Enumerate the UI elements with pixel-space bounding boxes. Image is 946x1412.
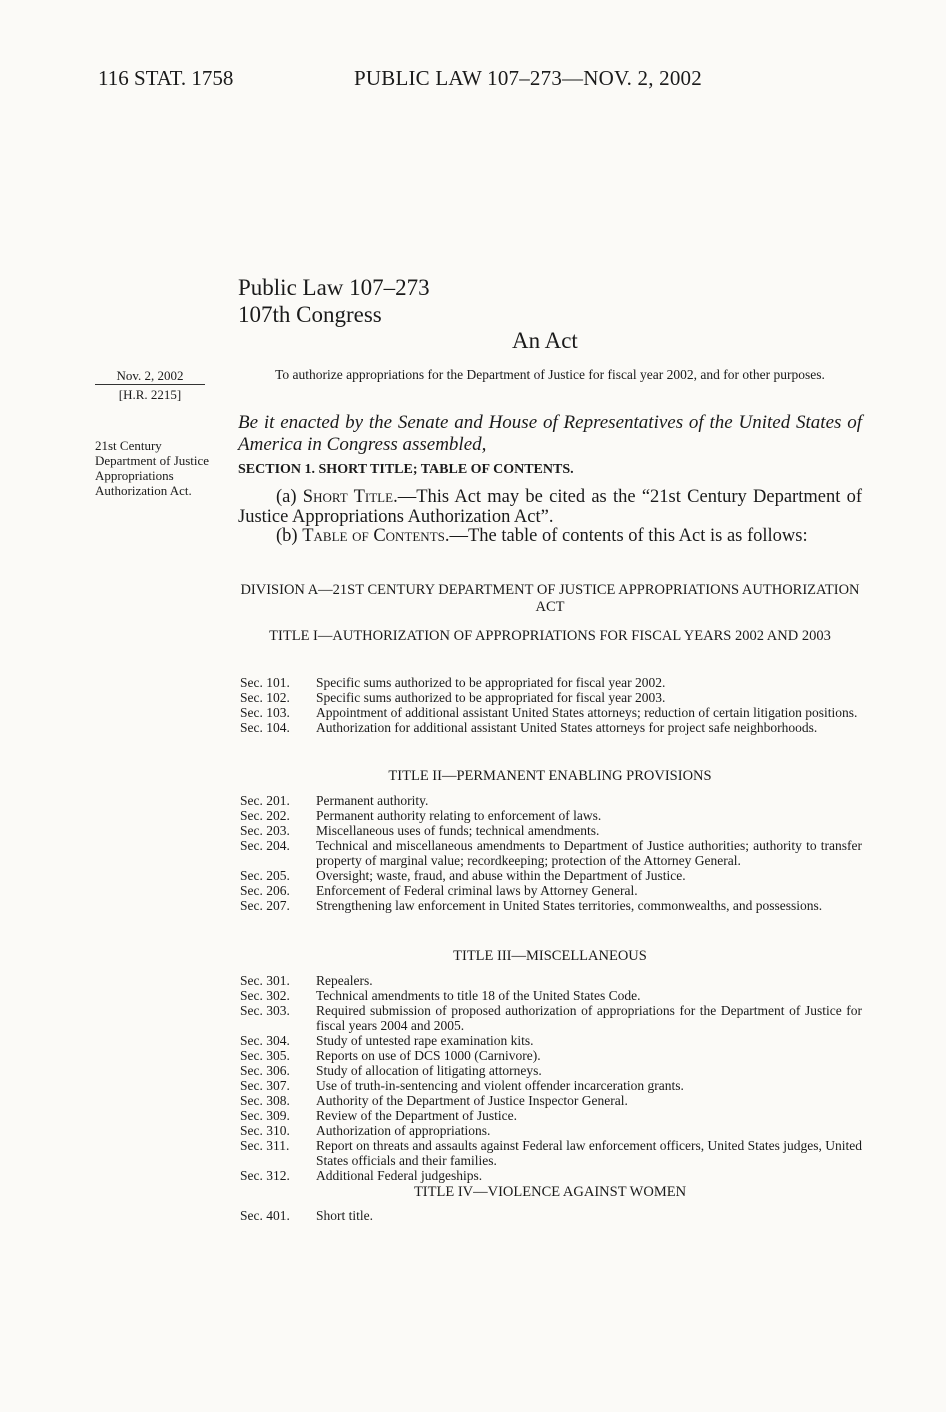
toc-section-title: Study of untested rape examination kits. bbox=[316, 1033, 534, 1048]
toc-title-3-list bbox=[240, 973, 862, 1183]
toc-section-number: Sec. 301. bbox=[240, 973, 290, 988]
subsection-a-label: (a) bbox=[276, 487, 303, 507]
toc-entry bbox=[240, 883, 862, 898]
toc-section-title: Miscellaneous uses of funds; technical amendments. bbox=[316, 823, 600, 838]
toc-section-title: Permanent authority relating to enforcement of laws. bbox=[316, 808, 602, 823]
toc-section-number: Sec. 303. bbox=[240, 1003, 290, 1018]
toc-entry bbox=[240, 1108, 862, 1123]
subsection-a bbox=[238, 487, 862, 527]
toc-title-4-list bbox=[240, 1208, 862, 1223]
toc-section-title: Specific sums authorized to be appropriated for fiscal year 2002. bbox=[316, 675, 666, 690]
toc-title-2-heading: TITLE II—PERMANENT ENABLING PROVISIONS bbox=[388, 768, 712, 784]
toc-entry bbox=[240, 1208, 862, 1223]
toc-entry bbox=[240, 1063, 862, 1078]
enacting-clause: Be it enacted by the Senate and House of Representatives of the United States of America in Congress assembled, bbox=[238, 412, 862, 455]
toc-entry bbox=[240, 675, 862, 690]
toc-entry bbox=[240, 898, 862, 913]
toc-section-title: Repealers. bbox=[316, 973, 373, 988]
toc-section-number: Sec. 101. bbox=[240, 675, 290, 690]
toc-entry bbox=[240, 793, 862, 808]
toc-entry bbox=[240, 838, 862, 868]
toc-section-number: Sec. 203. bbox=[240, 823, 290, 838]
toc-section-title: Authority of the Department of Justice Inspector General. bbox=[316, 1093, 628, 1108]
toc-section-title: Use of truth-in-sentencing and violent offender incarceration grants. bbox=[316, 1078, 684, 1093]
congress-number: 107th Congress bbox=[238, 302, 382, 327]
toc-section-number: Sec. 207. bbox=[240, 898, 290, 913]
public-law-number: Public Law 107–273 bbox=[238, 275, 430, 300]
toc-entry bbox=[240, 720, 862, 735]
toc-entry bbox=[240, 1078, 862, 1093]
law-title-block bbox=[238, 274, 430, 328]
section-heading: SECTION 1. SHORT TITLE; TABLE OF CONTENTS. bbox=[238, 462, 574, 477]
toc-entry bbox=[240, 973, 862, 988]
subsection-a-text: .—This Act may be cited as the “21st Century Department of Justice Appropriations Authorization Act”. bbox=[238, 487, 862, 527]
margin-date: Nov. 2, 2002 bbox=[95, 368, 205, 385]
toc-section-number: Sec. 310. bbox=[240, 1123, 290, 1138]
toc-section-number: Sec. 312. bbox=[240, 1168, 290, 1183]
toc-entry bbox=[240, 1093, 862, 1108]
toc-section-title: Required submission of proposed authorization of appropriations for the Department of Justice for fiscal years 2004 and 2005. bbox=[316, 1003, 862, 1033]
toc-section-number: Sec. 202. bbox=[240, 808, 290, 823]
toc-section-number: Sec. 306. bbox=[240, 1063, 290, 1078]
toc-section-number: Sec. 104. bbox=[240, 720, 290, 735]
toc-section-title: Authorization for additional assistant United States attorneys for project safe neighborhoods. bbox=[316, 720, 818, 735]
toc-title-1-list bbox=[240, 675, 862, 735]
toc-section-number: Sec. 201. bbox=[240, 793, 290, 808]
toc-section-title: Technical and miscellaneous amendments to Department of Justice authorities; authority to transfer property of marginal value; recordkeeping; protection of the Attorney General. bbox=[316, 838, 862, 868]
toc-section-number: Sec. 305. bbox=[240, 1048, 290, 1063]
toc-division-heading: DIVISION A—21ST CENTURY DEPARTMENT OF JUSTICE APPROPRIATIONS AUTHORIZATION ACT bbox=[240, 582, 860, 615]
toc-section-number: Sec. 309. bbox=[240, 1108, 290, 1123]
toc-entry bbox=[240, 988, 862, 1003]
toc-entry bbox=[240, 1138, 862, 1168]
toc-section-number: Sec. 311. bbox=[240, 1138, 290, 1153]
toc-entry bbox=[240, 1003, 862, 1033]
toc-section-title: Strengthening law enforcement in United States territories, commonwealths, and possessions. bbox=[316, 898, 823, 913]
toc-entry bbox=[240, 1123, 862, 1138]
law-date-header: PUBLIC LAW 107–273—NOV. 2, 2002 bbox=[354, 66, 702, 90]
subsection-b bbox=[238, 526, 862, 546]
toc-entry bbox=[240, 808, 862, 823]
toc-section-title: Additional Federal judgeships. bbox=[316, 1168, 483, 1183]
act-purpose: To authorize appropriations for the Department of Justice for fiscal year 2002, and for other purposes. bbox=[275, 367, 825, 382]
subsection-b-label: (b) bbox=[276, 526, 303, 546]
toc-entry bbox=[240, 705, 862, 720]
toc-section-title: Review of the Department of Justice. bbox=[316, 1108, 517, 1123]
toc-section-title: Technical amendments to title 18 of the United States Code. bbox=[316, 988, 641, 1003]
margin-short-title-note: 21st Century Department of Justice Appropriations Authorization Act. bbox=[95, 438, 210, 498]
toc-entry bbox=[240, 1033, 862, 1048]
toc-title-2-list bbox=[240, 793, 862, 913]
toc-section-title: Study of allocation of litigating attorneys. bbox=[316, 1063, 542, 1078]
toc-section-number: Sec. 103. bbox=[240, 705, 290, 720]
subsection-a-caption: Short Title bbox=[302, 487, 394, 507]
toc-section-title: Short title. bbox=[316, 1208, 373, 1223]
toc-section-title: Enforcement of Federal criminal laws by Attorney General. bbox=[316, 883, 638, 898]
statute-page-number: 116 STAT. 1758 bbox=[98, 66, 234, 90]
toc-entry bbox=[240, 1168, 862, 1183]
toc-section-number: Sec. 302. bbox=[240, 988, 290, 1003]
subsection-b-text: .—The table of contents of this Act is as follows: bbox=[444, 526, 808, 546]
toc-section-number: Sec. 205. bbox=[240, 868, 290, 883]
toc-title-1-heading: TITLE I—AUTHORIZATION OF APPROPRIATIONS FOR FISCAL YEARS 2002 AND 2003 bbox=[269, 628, 831, 644]
toc-section-title: Report on threats and assaults against Federal law enforcement officers, United States judges, United States officials and their families. bbox=[316, 1138, 862, 1168]
toc-title-4-heading: TITLE IV—VIOLENCE AGAINST WOMEN bbox=[413, 1184, 687, 1200]
toc-entry bbox=[240, 868, 862, 883]
toc-entry bbox=[240, 690, 862, 705]
toc-section-title: Permanent authority. bbox=[316, 793, 429, 808]
toc-section-number: Sec. 102. bbox=[240, 690, 290, 705]
toc-section-number: Sec. 308. bbox=[240, 1093, 290, 1108]
margin-bill-number: [H.R. 2215] bbox=[118, 387, 182, 402]
toc-section-number: Sec. 304. bbox=[240, 1033, 290, 1048]
toc-section-title: Appointment of additional assistant United States attorneys; reduction of certain litigation positions. bbox=[316, 705, 858, 720]
toc-section-title: Reports on use of DCS 1000 (Carnivore). bbox=[316, 1048, 541, 1063]
toc-section-number: Sec. 401. bbox=[240, 1208, 290, 1223]
margin-date-note bbox=[95, 368, 205, 402]
toc-section-title: Oversight; waste, fraud, and abuse within the Department of Justice. bbox=[316, 868, 686, 883]
toc-title-3-heading: TITLE III—MISCELLANEOUS bbox=[453, 948, 647, 964]
toc-section-number: Sec. 204. bbox=[240, 838, 290, 853]
toc-section-title: Specific sums authorized to be appropriated for fiscal year 2003. bbox=[316, 690, 666, 705]
toc-section-number: Sec. 307. bbox=[240, 1078, 290, 1093]
toc-section-title: Authorization of appropriations. bbox=[316, 1123, 491, 1138]
toc-entry bbox=[240, 1048, 862, 1063]
toc-entry bbox=[240, 823, 862, 838]
toc-section-number: Sec. 206. bbox=[240, 883, 290, 898]
subsection-b-caption: Table of Contents bbox=[302, 526, 445, 546]
act-type-heading: An Act bbox=[512, 328, 578, 353]
